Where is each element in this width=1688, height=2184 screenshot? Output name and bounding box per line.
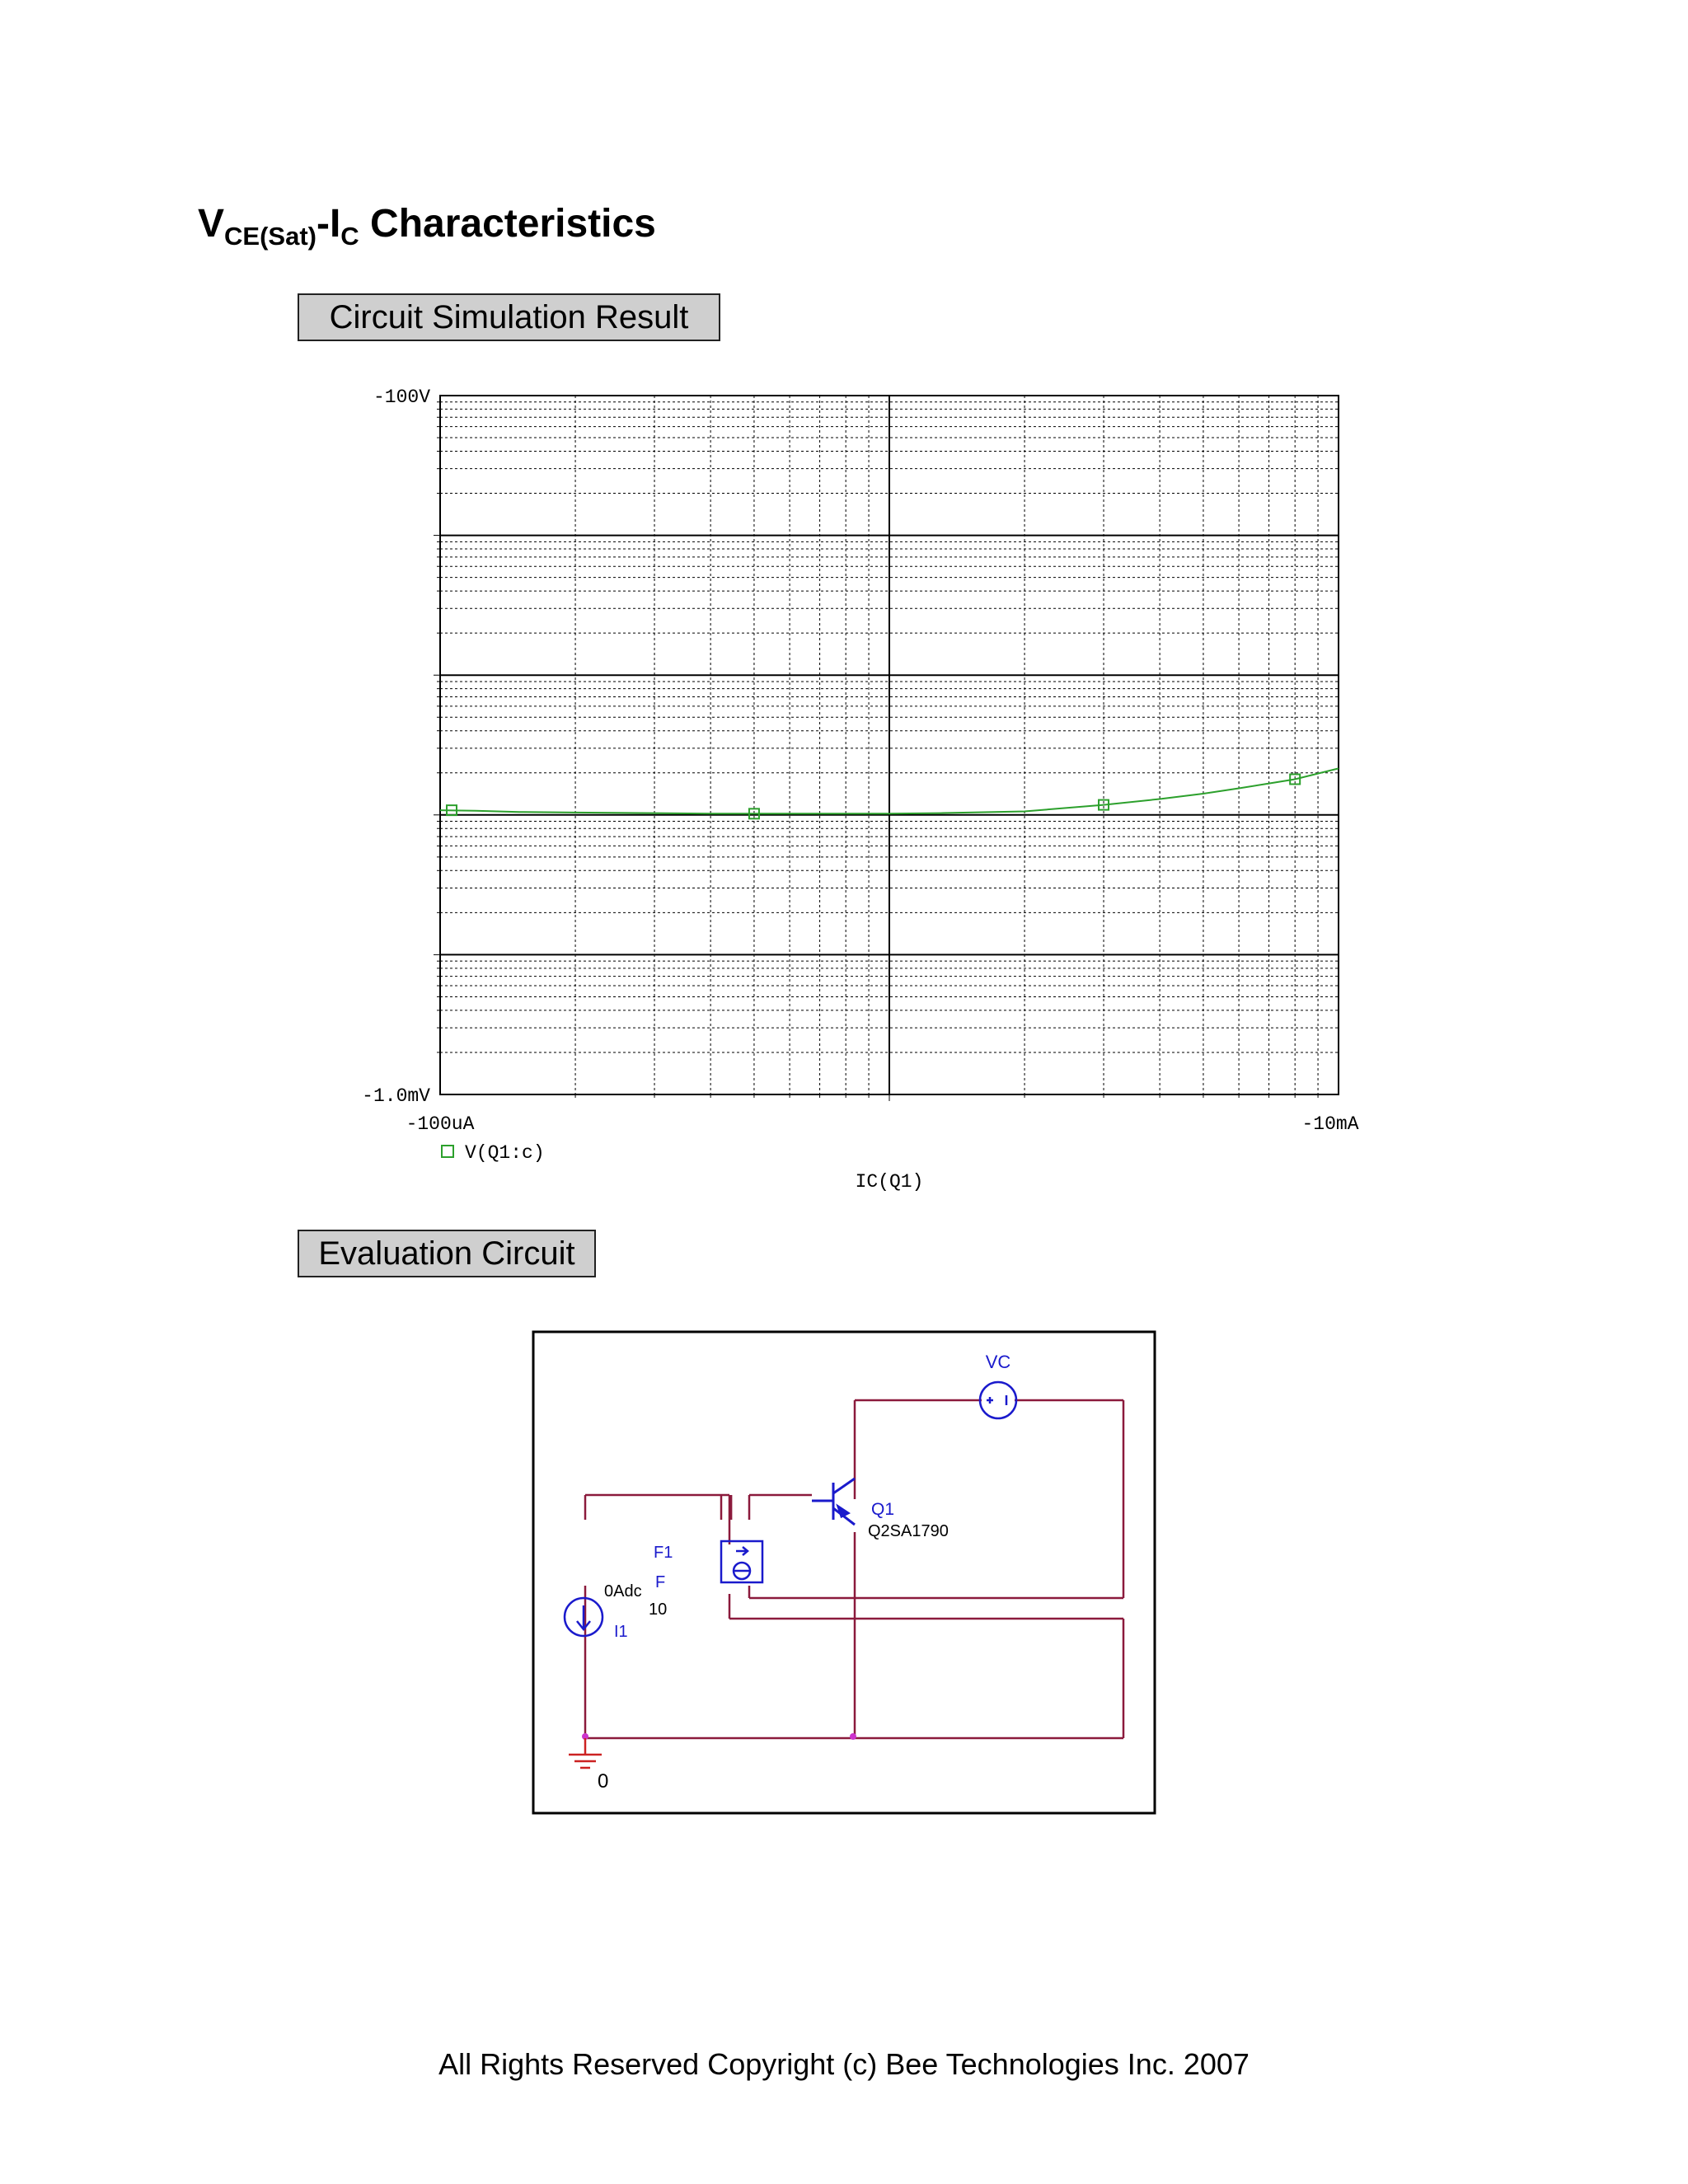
copyright-footer: All Rights Reserved Copyright (c) Bee Technologies Inc. 2007 (438, 2047, 1250, 2081)
title-ic: -I (316, 202, 341, 246)
title-sub-ce: CE(Sat) (224, 222, 316, 251)
simulation-result-label (298, 293, 720, 341)
axis-ticks (434, 402, 1318, 1101)
title-rest: Characteristics (359, 202, 656, 246)
q1-model: Q2SA1790 (868, 1522, 949, 1540)
evaluation-circuit-label (298, 1230, 596, 1277)
circuit-frame (533, 1332, 1155, 1813)
page-title (198, 201, 656, 251)
i1-value: 0Adc (604, 1582, 642, 1601)
y-tick-label-top: -100V (373, 387, 430, 408)
ground-label: 0 (598, 1770, 609, 1793)
vce-ic-chart (330, 379, 1368, 1203)
f-label: F (655, 1573, 666, 1591)
node-dot-emitter (850, 1733, 856, 1740)
title-v: V (198, 202, 225, 246)
simulation-result-text: Circuit Simulation Result (329, 298, 689, 335)
f1-gain: 10 (649, 1601, 668, 1619)
q1-label: Q1 (871, 1500, 895, 1519)
x-tick-label-right: -10mA (1301, 1113, 1359, 1135)
evaluation-circuit-text: Evaluation Circuit (318, 1235, 575, 1272)
vc-label: VC (985, 1352, 1011, 1372)
f1-label: F1 (654, 1544, 673, 1562)
legend-marker-icon (442, 1146, 453, 1157)
x-axis-label: IC(Q1) (855, 1171, 924, 1193)
title-sub-c: C (340, 222, 359, 251)
y-tick-label-bottom: -1.0mV (362, 1085, 430, 1107)
x-tick-label-left: -100uA (406, 1113, 475, 1135)
evaluation-circuit-diagram (532, 1330, 1158, 1816)
legend-entry-vq1c: V(Q1:c) (465, 1142, 545, 1164)
i1-label: I1 (614, 1623, 628, 1641)
major-grid (440, 396, 1339, 1094)
